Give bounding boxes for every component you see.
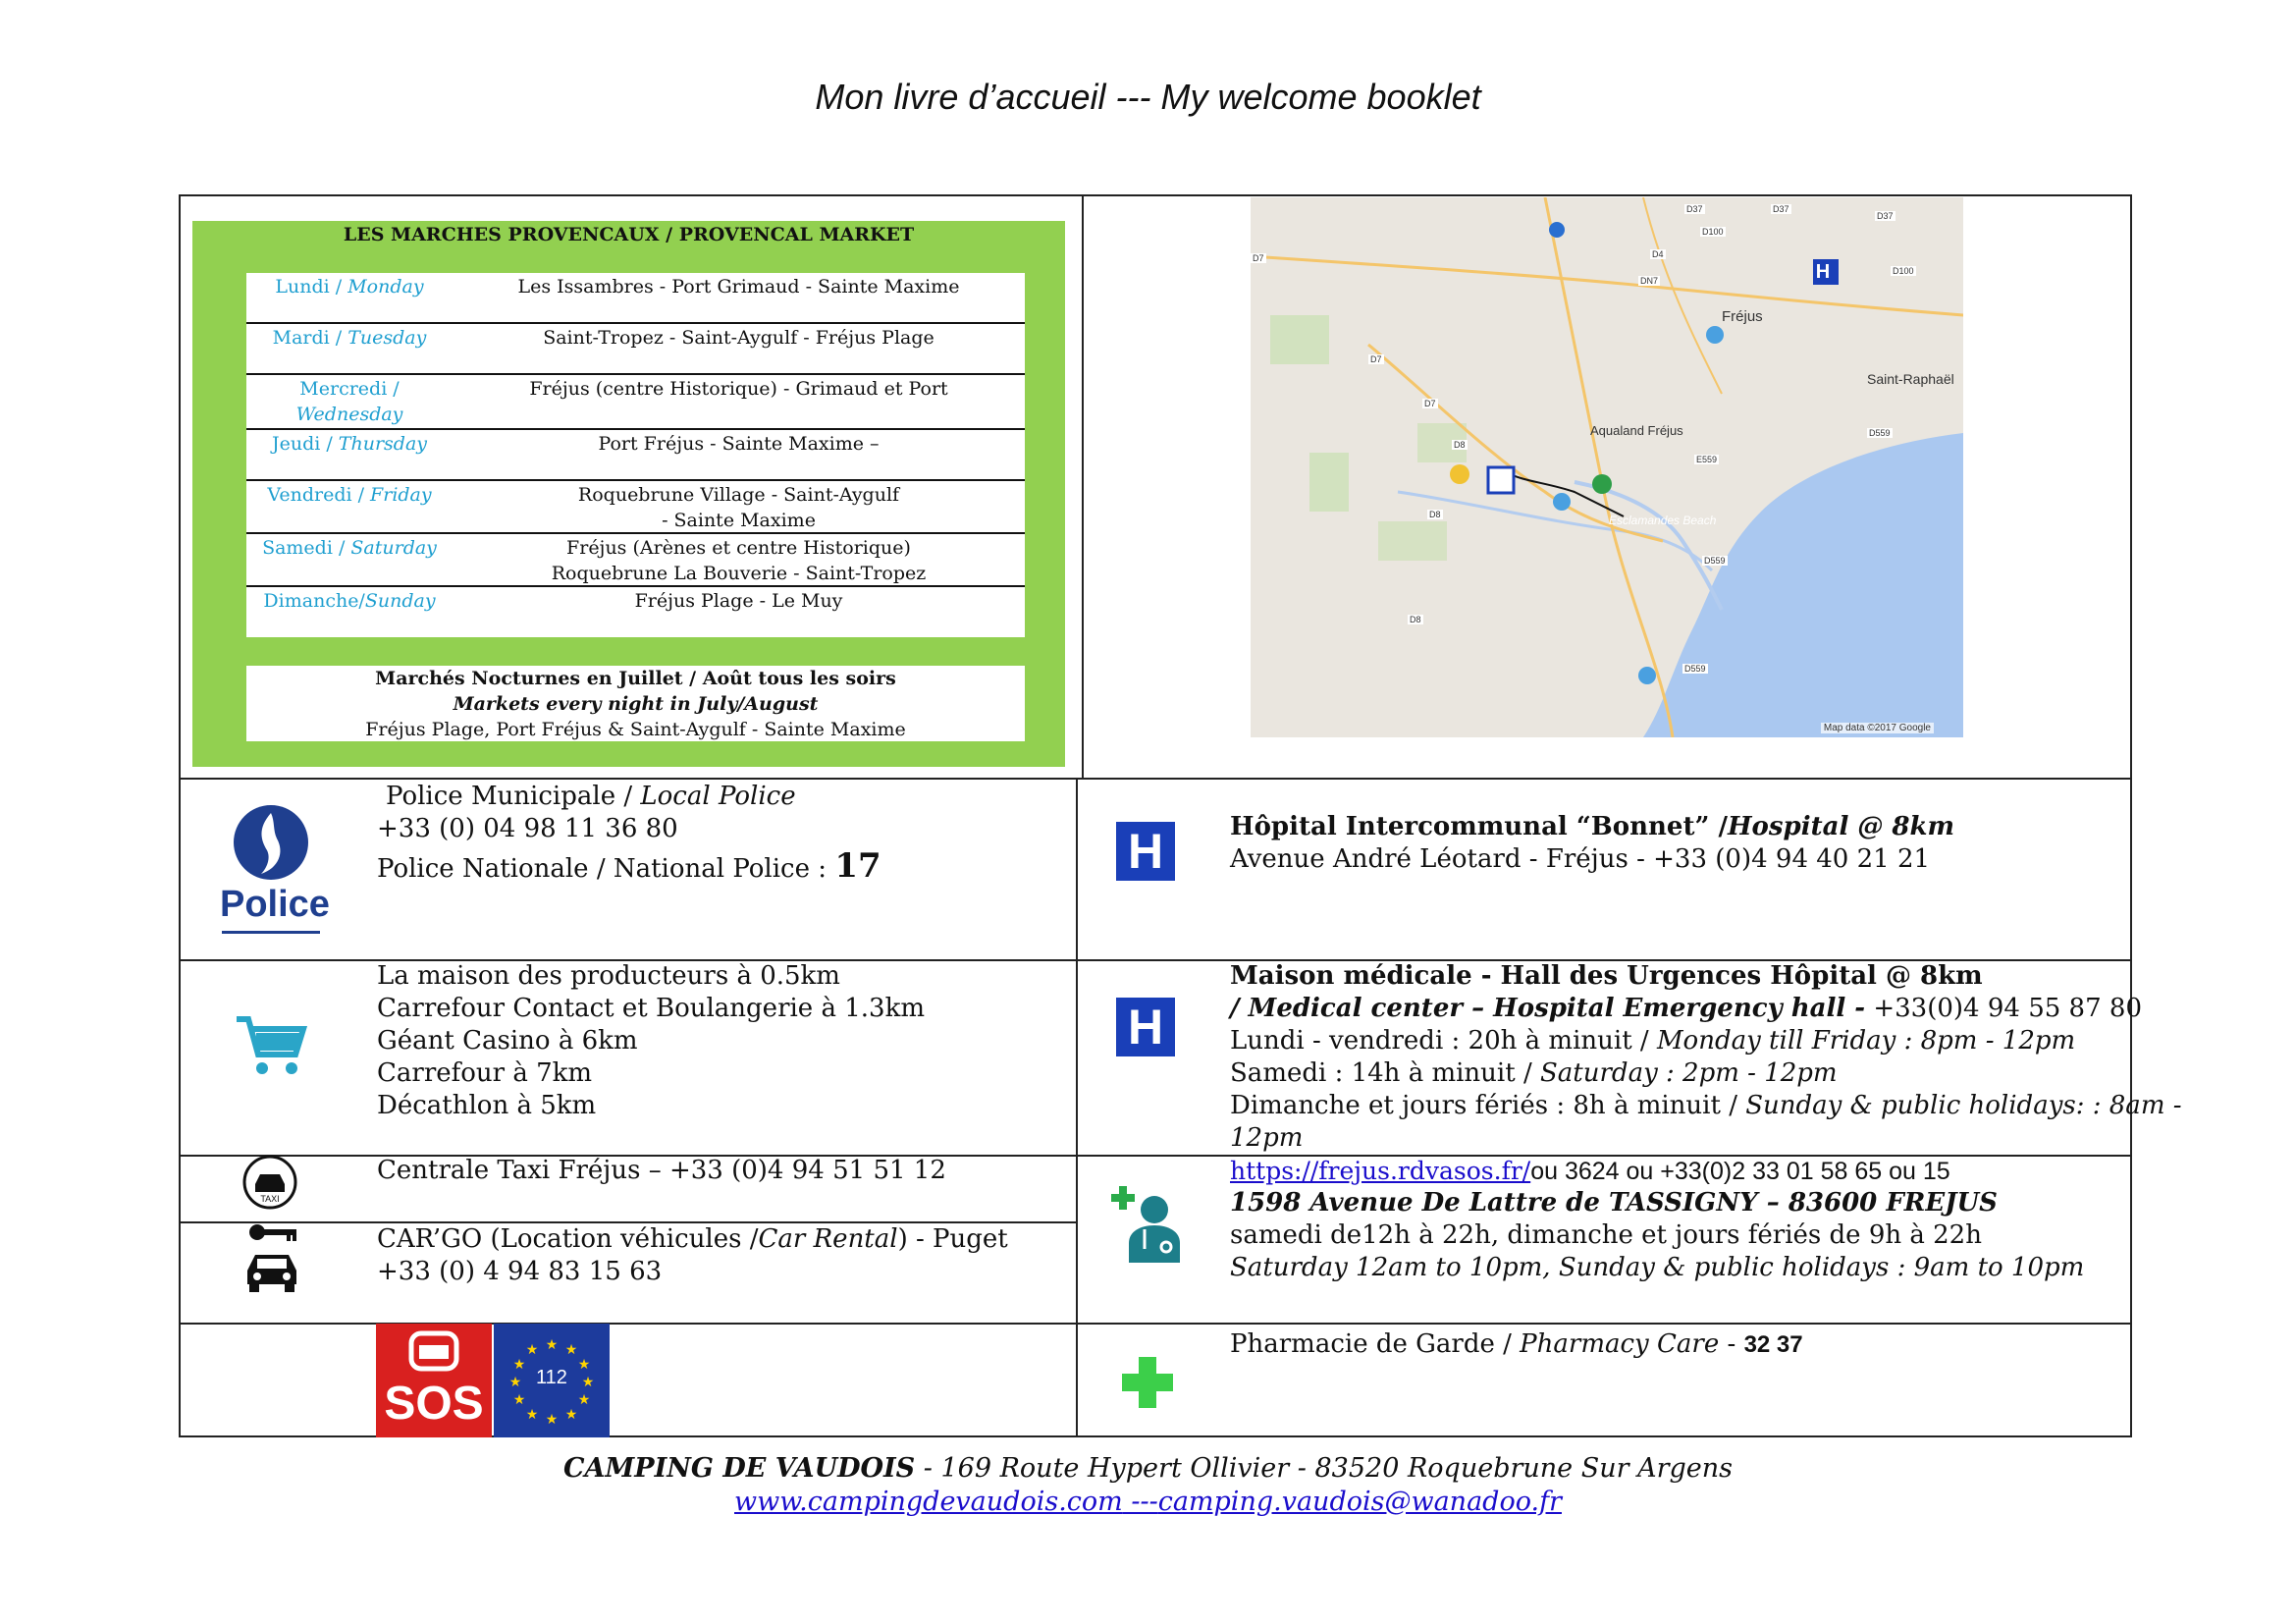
medical-weekdays [1230, 1025, 2075, 1057]
police-municipal-en: Local Police [640, 782, 796, 811]
market-day [246, 482, 453, 508]
pharmacy-label: Pharmacie de Garde / [1230, 1329, 1521, 1359]
sos-medecins-address-text: 1598 Avenue De Lattre de TASSIGNY – 83600 FREJUS [1230, 1188, 1998, 1218]
medical-weekdays-en: Monday till Friday : 8pm - 12pm [1656, 1026, 2076, 1056]
markets-heading: LES MARCHES PROVENCAUX / PROVENCAL MARKET [343, 224, 915, 245]
map-drawing [1251, 197, 1963, 737]
rental-car-icon [243, 1249, 300, 1296]
svg-text:★: ★ [564, 1342, 578, 1358]
map-label-frejus: Fréjus [1722, 308, 1763, 325]
footer-camping-name: CAMPING DE VAUDOIS [562, 1453, 916, 1484]
svg-text:★: ★ [577, 1392, 591, 1408]
market-day-en: Sunday [364, 590, 436, 612]
eu-112-number: 112 [536, 1367, 567, 1388]
market-day-en: Saturday [350, 537, 437, 559]
market-day [246, 431, 453, 457]
sos-medecins-hours-en-text: Saturday 12am to 10pm, Sunday & public holidays : 9am to 10pm [1230, 1253, 2085, 1282]
market-day-en: Friday [370, 484, 432, 506]
police-municipal [386, 781, 796, 813]
svg-text:★: ★ [564, 1407, 578, 1423]
medical-sunday-fr: Dimanche et jours fériés : 8h à minuit / [1230, 1091, 1746, 1120]
market-place-line: Port Fréjus - Sainte Maxime – [598, 433, 880, 455]
svg-text:★: ★ [525, 1407, 539, 1423]
road-label: D559 [1684, 664, 1706, 674]
sos-medecins-contact [1230, 1155, 1950, 1188]
medical-title: Maison médicale - Hall des Urgences Hôpital @ 8km [1230, 961, 1983, 991]
svg-text:★: ★ [508, 1375, 522, 1390]
shop-item: Géant Casino à 6km [377, 1026, 638, 1056]
road-label: D37 [1773, 204, 1789, 214]
svg-text:★: ★ [512, 1357, 526, 1373]
phone-icon [376, 1324, 492, 1382]
market-day [246, 588, 453, 614]
market-place-line: Fréjus (Arènes et centre Historique) [566, 537, 911, 559]
svg-text:★: ★ [577, 1357, 591, 1373]
market-day-fr: Vendredi / [267, 484, 371, 506]
medical-sunday [1230, 1090, 2182, 1122]
police-national-number: 17 [834, 846, 881, 886]
pharmacy-sep: - [1719, 1329, 1744, 1359]
market-day [246, 325, 453, 351]
pharmacy-number: 32 37 [1743, 1331, 1803, 1358]
market-row [246, 273, 1025, 322]
sos-medecins-link[interactable]: https://frejus.rdvasos.fr/ [1230, 1157, 1531, 1185]
shopping-cart-icon [233, 1011, 311, 1084]
police-national [377, 846, 881, 886]
page-title: Mon livre d’accueil --- My welcome booklet [815, 77, 1481, 117]
sos-medecins-hours-en [1230, 1252, 2084, 1284]
road-label: D7 [1253, 253, 1264, 263]
medical-saturday [1230, 1057, 1838, 1090]
road-label: D8 [1429, 510, 1441, 519]
column-divider-top [1082, 194, 1084, 779]
medical-title-en [1230, 993, 2142, 1025]
road-label: D8 [1410, 615, 1421, 624]
medical-phone: +33(0)4 94 55 87 80 [1865, 994, 2142, 1023]
map-label-beach: Esclamandes Beach [1609, 514, 1717, 527]
road-label: D8 [1454, 440, 1466, 450]
sos-text: SOS [384, 1378, 484, 1430]
market-row [246, 322, 1025, 373]
pharmacy-line [1230, 1328, 1803, 1361]
medical-weekdays-fr: Lundi - vendredi : 20h à minuit / [1230, 1026, 1657, 1056]
market-places [453, 431, 1025, 457]
medical-sunday-en-cont [1230, 1122, 1303, 1155]
doctor-icon [1107, 1180, 1186, 1267]
sos-medecins-numbers: ou 3624 ou +33(0)2 33 01 58 65 ou 15 [1530, 1158, 1950, 1185]
markets-table [246, 273, 1025, 637]
market-places [453, 588, 1025, 614]
medical-title-en-text: / Medical center – Hospital Emergency hall - [1230, 994, 1866, 1023]
market-day-en: Thursday [338, 433, 428, 455]
night-markets [246, 666, 1025, 741]
market-place-line: Fréjus (centre Historique) - Grimaud et Port [529, 378, 948, 400]
market-day-en: Wednesday [295, 404, 403, 425]
shop-item: La maison des producteurs à 0.5km [377, 961, 840, 991]
svg-text:★: ★ [545, 1412, 559, 1428]
market-places [453, 274, 1025, 299]
car-rental-en: Car Rental [758, 1224, 898, 1254]
road-label: D100 [1702, 227, 1724, 237]
market-places [453, 482, 1025, 533]
market-row [246, 532, 1025, 585]
sos-medecins-address [1230, 1187, 1998, 1219]
hospital-icon: H [1116, 822, 1175, 881]
hospital-name-en: Hospital @ 8km [1727, 812, 1955, 841]
market-row [246, 428, 1025, 479]
hospital-address: Avenue André Léotard - Fréjus - +33 (0)4 94 40 21 21 [1230, 844, 1931, 874]
hospital-name [1230, 811, 1954, 843]
svg-text:★: ★ [581, 1375, 595, 1390]
footer-email-link[interactable]: camping.vaudois@wanadoo.fr [1157, 1487, 1562, 1517]
market-place-line: Roquebrune Village - Saint-Aygulf [577, 484, 900, 506]
column-divider-bottom [1076, 778, 1078, 1437]
police-municipal-phone: +33 (0) 04 98 11 36 80 [377, 814, 678, 843]
market-places [453, 376, 1025, 402]
car-rental [377, 1223, 1008, 1256]
shop-item: Décathlon à 5km [377, 1091, 597, 1120]
market-row [246, 585, 1025, 637]
shop-item: Carrefour Contact et Boulangerie à 1.3km [377, 994, 925, 1023]
police-municipal-fr: Police Municipale / [386, 782, 641, 811]
road-label: E559 [1696, 455, 1718, 464]
map-label-saint-raphael: Saint-Raphaël [1867, 371, 1954, 387]
road-label: D559 [1869, 428, 1891, 438]
shop-item: Carrefour à 7km [377, 1058, 593, 1088]
road-label: D37 [1686, 204, 1703, 214]
market-row [246, 479, 1025, 532]
market-places [453, 535, 1025, 586]
footer-sep: --- [1122, 1487, 1158, 1517]
market-place-line: - Sainte Maxime [662, 510, 816, 531]
taxi-line: Centrale Taxi Fréjus – +33 (0)4 94 51 51 12 [377, 1156, 946, 1185]
road-label: D7 [1370, 354, 1382, 364]
footer-links [0, 1487, 2296, 1517]
car-key-icon [247, 1221, 298, 1247]
market-day [246, 274, 453, 299]
svg-text:★: ★ [525, 1342, 539, 1358]
medical-sunday-en-2: 12pm [1230, 1123, 1304, 1153]
road-label: D100 [1893, 266, 1914, 276]
police-national-label: Police Nationale / National Police : [377, 854, 835, 884]
market-place-line: Saint-Tropez - Saint-Aygulf - Fréjus Plage [543, 327, 934, 349]
map-label-aqualand: Aqualand Fréjus [1590, 423, 1683, 438]
footer-address [0, 1453, 2296, 1484]
market-day-fr: Dimanche/ [263, 590, 365, 612]
road-label: D559 [1704, 556, 1726, 566]
car-rental-town: ) - Puget [897, 1224, 1008, 1254]
svg-text:H: H [1815, 261, 1831, 283]
footer-address-text: - 169 Route Hypert Ollivier - 83520 Roquebrune Sur Argens [915, 1453, 1734, 1484]
road-label: D7 [1424, 399, 1436, 408]
pharmacy-cross-icon [1120, 1355, 1175, 1414]
market-place-line: Fréjus Plage - Le Muy [634, 590, 843, 612]
police-logo [210, 795, 328, 943]
sos-phone-logo [376, 1324, 492, 1437]
medical-saturday-en: Saturday : 2pm - 12pm [1539, 1058, 1838, 1088]
medical-sunday-en: Sunday & public holidays: : 8am - [1745, 1091, 2182, 1120]
svg-text:★: ★ [545, 1337, 559, 1353]
night-markets-places: Fréjus Plage, Port Fréjus & Saint-Aygulf - Sainte Maxime [365, 719, 906, 740]
market-row [246, 373, 1025, 428]
car-rental-phone: +33 (0) 4 94 83 15 63 [377, 1257, 663, 1286]
market-day-fr: Mercredi / [299, 378, 400, 400]
night-markets-fr: Marchés Nocturnes en Juillet / Août tous les soirs [375, 668, 896, 689]
area-map[interactable] [1251, 197, 1963, 737]
medical-center-icon: H [1116, 998, 1175, 1056]
market-day-fr: Lundi / [275, 276, 348, 298]
market-day-fr: Mardi / [272, 327, 348, 349]
market-places [453, 325, 1025, 351]
road-label: D4 [1652, 249, 1664, 259]
sos-medecins-hours-fr: samedi de12h à 22h, dimanche et jours fériés de 9h à 22h [1230, 1220, 1982, 1250]
night-markets-en: Markets every night in July/August [453, 693, 819, 715]
taxi-icon-text: TAXI [260, 1194, 280, 1204]
hospital-name-fr: Hôpital Intercommunal “Bonnet” / [1230, 812, 1728, 841]
footer-website-link[interactable]: www.campingdevaudois.com [734, 1487, 1123, 1517]
market-place-line: Les Issambres - Port Grimaud - Sainte Maxime [517, 276, 960, 298]
road-label: DN7 [1640, 276, 1659, 286]
taxi-icon [240, 1153, 299, 1216]
pharmacy-label-en: Pharmacy Care [1520, 1329, 1720, 1359]
market-day-fr: Samedi / [262, 537, 351, 559]
row-divider-1 [179, 778, 2132, 780]
market-day-fr: Jeudi / [271, 433, 339, 455]
car-rental-fr: CAR’GO (Location véhicules / [377, 1224, 759, 1254]
police-logo-underline [222, 931, 320, 934]
market-day-en: Monday [347, 276, 424, 298]
market-day [246, 376, 453, 427]
map-attribution: Map data ©2017 Google [1821, 723, 1934, 733]
market-place-line: Roquebrune La Bouverie - Saint-Tropez [551, 563, 927, 584]
eu-112-logo [494, 1324, 610, 1437]
road-label: D37 [1877, 211, 1894, 221]
market-day [246, 535, 453, 561]
market-day-en: Tuesday [347, 327, 427, 349]
medical-saturday-fr: Samedi : 14h à minuit / [1230, 1058, 1540, 1088]
police-logo-text: Police [220, 884, 330, 925]
svg-text:★: ★ [512, 1392, 526, 1408]
